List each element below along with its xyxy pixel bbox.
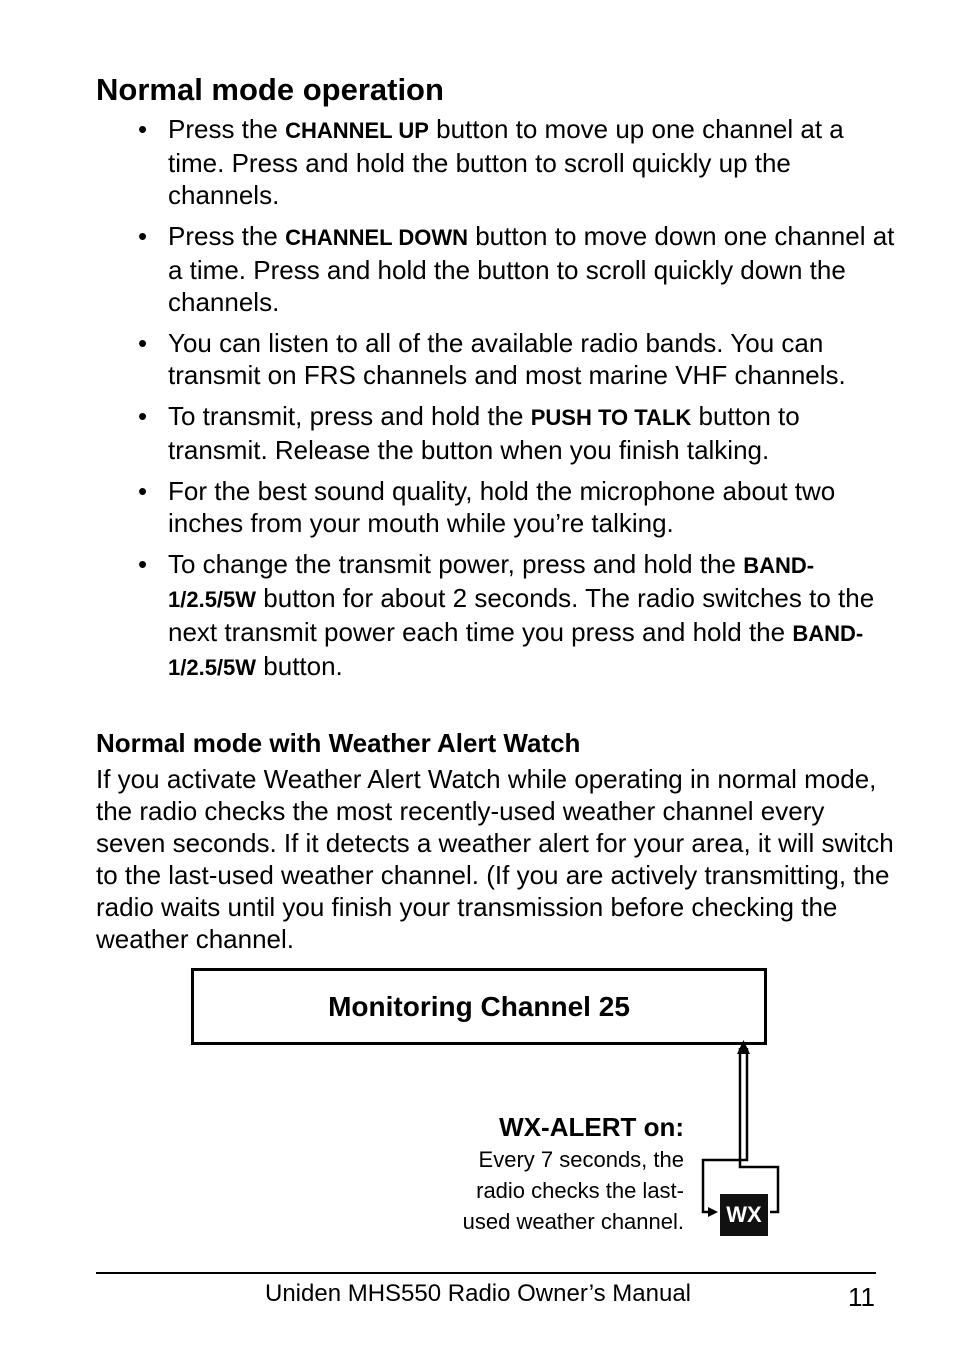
bullet-item: • Press the CHANNEL UP button to move up one channel at a time. Press and hold the button to scroll quickly up the channels. bbox=[138, 114, 844, 210]
bullet-item: • To transmit, press and hold the PUSH TO TALK button to transmit. Release the button when you finish talking. bbox=[138, 401, 800, 465]
bullet-icon: • bbox=[138, 221, 148, 251]
wx-alert-description: Every 7 seconds, the radio checks the last- used weather channel. bbox=[462, 1147, 684, 1234]
keyword: CHANNEL UP bbox=[285, 118, 429, 143]
keyword: PUSH TO TALK bbox=[530, 405, 692, 430]
arrow-right-icon bbox=[708, 1207, 718, 1217]
section-title-weather-alert: Normal mode with Weather Alert Watch bbox=[96, 728, 581, 758]
keyword: BAND-1/2.5/5W bbox=[168, 621, 864, 680]
weather-alert-paragraph: If you activate Weather Alert Watch while operating in normal mode, the radio checks the most recently-used weather channel every seven seconds. If it detects a weather alert for your area, it will switch to the last-used weather channel. (If you are actively transmitting, the radio waits until you finish your transmission before checking the weather channel. bbox=[96, 764, 894, 954]
page-number: 11 bbox=[848, 1282, 875, 1312]
section-title-normal-mode: Normal mode operation bbox=[96, 72, 444, 107]
bullet-item: • Press the CHANNEL DOWN button to move down one channel at a time. Press and hold the button to scroll quickly down the channels. bbox=[138, 221, 895, 317]
connector-line-outer bbox=[740, 1048, 778, 1212]
arrow-up-icon bbox=[737, 1040, 750, 1054]
bullet-icon: • bbox=[138, 476, 148, 506]
bullet-icon: • bbox=[138, 328, 148, 358]
keyword: BAND-1/2.5/5W bbox=[168, 553, 815, 612]
bullet-icon: • bbox=[138, 401, 148, 431]
monitoring-channel-label: Monitoring Channel 25 bbox=[328, 990, 630, 1022]
footer-title: Uniden MHS550 Radio Owner’s Manual bbox=[265, 1280, 691, 1307]
bullet-icon: • bbox=[138, 549, 148, 579]
bullet-item: • To change the transmit power, press and hold the BAND-1/2.5/5W button for about 2 seconds. The radio switches to the next transmit power each time you press and hold the BAND-1/2.5/5W button. bbox=[138, 549, 875, 681]
bullet-icon: • bbox=[138, 114, 148, 144]
bullet-item: • For the best sound quality, hold the microphone about two inches from your mouth while you’re talking. bbox=[138, 476, 836, 538]
wx-badge: WX bbox=[720, 1194, 768, 1236]
keyword: CHANNEL DOWN bbox=[285, 225, 468, 250]
wx-alert-title: WX-ALERT on: bbox=[499, 1112, 684, 1142]
bullet-item: • You can listen to all of the available radio bands. You can transmit on FRS channels and most marine VHF channels. bbox=[138, 328, 846, 390]
footer-rule bbox=[96, 1272, 876, 1274]
